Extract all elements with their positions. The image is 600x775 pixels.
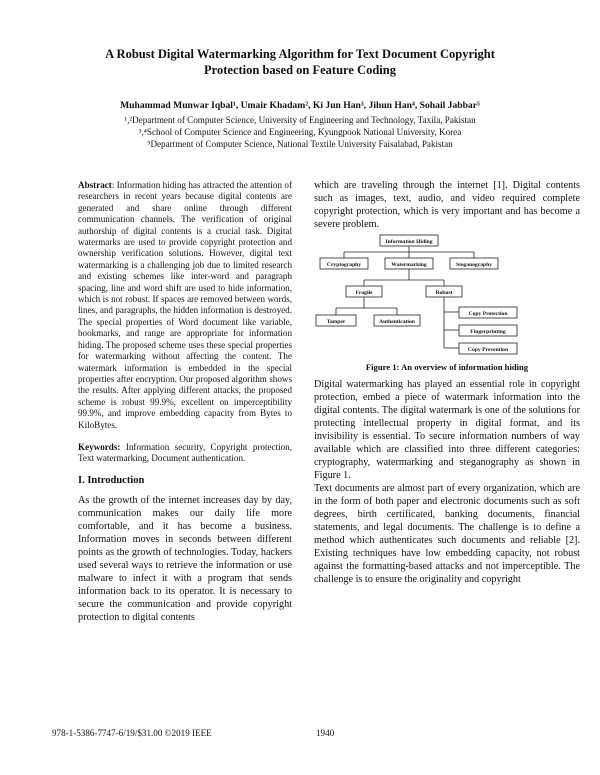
abstract-text: : Information hiding has attracted the attention of researchers in recent years because digital contents are generated and share online through different communication channels. The verification of original authorship of digital contents is a crucial task. Digital watermarks are used to provide copyright protection and ownership verification solutions. However, digital text watermarking is a challenging job due to limited research and existing schemes like inter-word and paragraph spacing, line and word shift are used to hide information, which is not robust. If spaces are removed between words, lines, and paragraphs, the hidden information is destroyed. The special properties of Word document like variable, bookmarks, and range are appropriate for information hiding. The proposed scheme uses these special properties for watermarking without affecting the content. The watermark information is embedded in the special properties after encryption. Our proposed algorithm shows the results. After applying different attacks, the proposed scheme is robust 99.9%, excellent on imperceptibility 99.9%, and improve embedding capacity from Bytes to KiloBytes. [78,180,292,430]
left-column [78,180,292,624]
footer-isbn: 978-1-5386-7747-6/19/$31.00 ©2019 IEEE [52,728,212,738]
information-hiding-diagram [314,232,580,360]
diagram-root-label: Information Hiding [385,239,433,245]
title-line-1: A Robust Digital Watermarking Algorithm for Text Document Copyright [105,47,495,61]
author-list: Muhammad Munwar Iqbal¹, Umair Khadam², Ki Jun Han³, Jihun Han⁴, Sohail Jabbar⁵ [120,100,480,111]
introduction-text: As the growth of the internet increases day by day, communication makes our daily life more comfortable, and it has become a business. Information moves in seconds between different points as the growth of technologies. Today, hackers used several ways to retrieve the information or use malware to infect it with a program that sends information back to its operator. It is necessary to secure the communication and provide copyright protection to digital contents [78,495,292,624]
affiliation-1: ¹,²Department of Computer Science, University of Engineering and Technology, Taxila, Pakistan [124,115,476,125]
paper-title [60,46,540,78]
right-column-top-paragraph: which are traveling through the internet [1]. Digital contents such as images, text, audio, and video required complete copyright protection, which is very important and has become a severe problem. [314,180,580,230]
affiliation-3: ⁵Department of Computer Science, National Textile University Faisalabad, Pakistan [147,139,453,149]
footer-page-number: 1940 [316,728,335,738]
diagram-tamper-label: Tamper [326,319,346,325]
keywords-label: Keywords: [78,441,121,452]
diagram-copy-prevention-label: Copy Prevention [467,347,509,353]
abstract-paragraph [78,180,292,431]
affiliation-2: ³,⁴School of Computer Science and Engineering, Kyungpook National University, Korea [138,127,462,137]
right-paragraph-3: Text documents are almost part of every organization, which are in the form of both paper and electronic documents such as soft degrees, birth certificated, banking documents, financial statements, and legal documents. The challenge is to define a method which authenticates such documents and reliable [2]. Existing techniques have low embedding capacity, not robust against the formatting-based attacks and not imperceptible. The challenge is to ensure the originality and copyright [314,483,580,585]
diagram-watermarking-label: Watermarking [391,262,427,268]
diagram-robust-label: Robust [435,290,453,296]
diagram-steganography-label: Steganography [455,262,493,268]
title-line-2: Protection based on Feature Coding [204,63,396,77]
figure-caption: Figure 1: An overview of information hiding [365,362,529,372]
right-paragraph-2: Digital watermarking has played an essential role in copyright protection, embed a piece of watermark information into the digital contents. The digital watermark is one of the solutions for protecting intellectual property in digital format, and its invisibility is essential. To secure information numbers of way available which are classified into three different categories: cryptography, watermarking and steganography as shown in Figure 1. [314,379,580,481]
introduction-heading: I. Introduction [78,474,145,486]
diagram-authentication-label: Authentication [379,319,415,325]
abstract-label: Abstract [78,180,112,190]
diagram-copy-protection-label: Copy Protection [468,311,508,317]
diagram-fingerprinting-label: Fingerprinting [470,329,506,335]
right-column-bottom [314,378,580,586]
keywords-paragraph [78,442,292,465]
keywords-text: Information security, Copyright protection, Text watermarking, Document authentication. [78,441,292,464]
diagram-cryptography-label: Cryptography [326,262,362,268]
diagram-fragile-label: Fragile [355,290,373,296]
